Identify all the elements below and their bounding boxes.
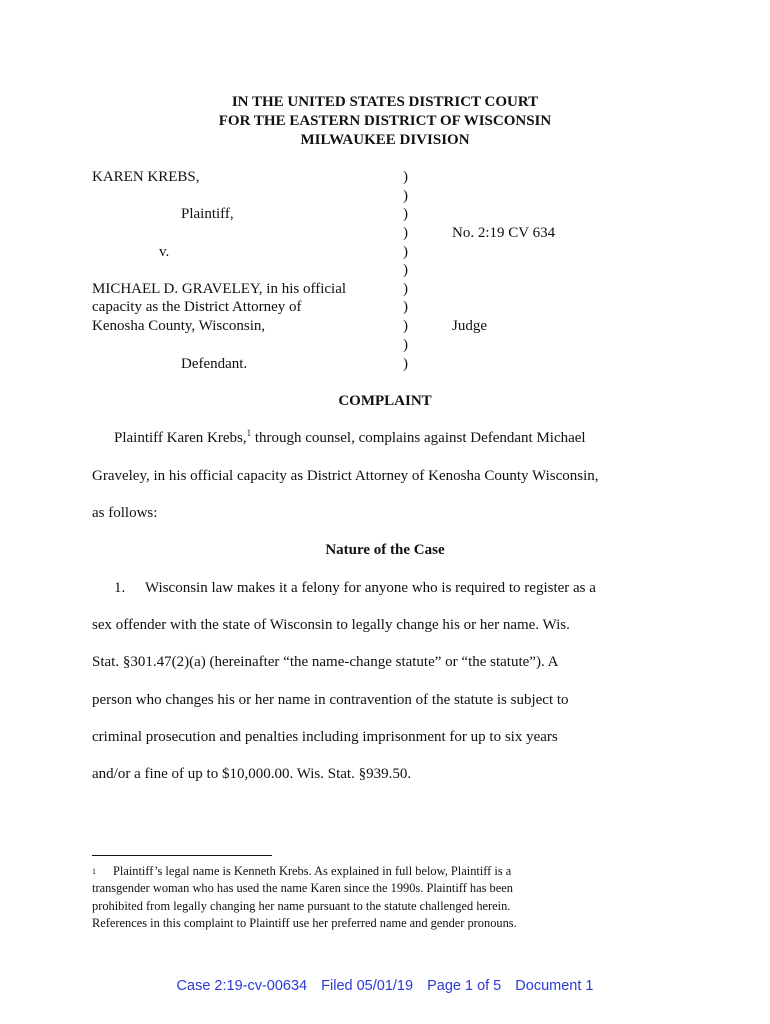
- intro-line-1: [114, 430, 586, 447]
- caption-paren: ): [403, 225, 408, 241]
- footer-filed: Filed 05/01/19: [321, 978, 414, 994]
- intro-line-2: Graveley, in his official capacity as District Attorney of Kenosha County Wisconsin,: [92, 468, 599, 484]
- footer-page: Page 1 of 5: [427, 978, 502, 994]
- paragraph-1-line-6: and/or a fine of up to $10,000.00. Wis. Stat. §939.50.: [92, 766, 412, 782]
- intro-line-3: as follows:: [92, 505, 158, 521]
- paragraph-1-line-2: sex offender with the state of Wisconsin to legally change his or her name. Wis.: [92, 617, 570, 633]
- paragraph-1-line-5: criminal prosecution and penalties including imprisonment for up to six years: [92, 729, 558, 745]
- caption-paren: ): [403, 244, 408, 260]
- caption-paren: ): [403, 337, 408, 353]
- caption-paren: ): [403, 206, 408, 222]
- plaintiff-name: KAREN KREBS,: [92, 169, 200, 185]
- paragraph-1-line-4: person who changes his or her name in contravention of the statute is subject to: [92, 692, 569, 708]
- court-name-line-1: IN THE UNITED STATES DISTRICT COURT: [231, 94, 539, 110]
- intro-line-1-pre: Plaintiff Karen Krebs,: [114, 430, 247, 446]
- caption-paren: ): [403, 356, 408, 372]
- caption-paren: ): [403, 318, 408, 334]
- versus: v.: [159, 244, 170, 260]
- defendant-role: Defendant.: [181, 356, 248, 372]
- court-name-line-2: FOR THE EASTERN DISTRICT OF WISCONSIN: [218, 113, 552, 129]
- paragraph-number: 1.: [114, 580, 126, 596]
- complaint-heading: COMPLAINT: [338, 393, 432, 409]
- caption-paren: ): [403, 169, 408, 185]
- footnote-divider: [92, 855, 272, 856]
- footnote-line-4: References in this complaint to Plaintiff use her preferred name and gender pronouns.: [92, 916, 517, 930]
- footnote-number: 1: [92, 867, 96, 876]
- footer-case: Case 2:19-cv-00634: [176, 978, 308, 994]
- court-division: MILWAUKEE DIVISION: [300, 132, 470, 148]
- caption-paren: ): [403, 281, 408, 297]
- judge-label: Judge: [452, 318, 487, 334]
- defendant-line-1: MICHAEL D. GRAVELEY, in his official: [92, 281, 347, 297]
- section-heading: Nature of the Case: [325, 542, 445, 558]
- paragraph-1-line-1: Wisconsin law makes it a felony for anyone who is required to register as a: [145, 580, 596, 596]
- footnote-ref: 1: [246, 428, 252, 438]
- footnote-line-3: prohibited from legally changing her name pursuant to the statute challenged herein.: [92, 899, 511, 913]
- caption-paren: ): [403, 299, 408, 315]
- caption-paren: ): [403, 188, 408, 204]
- footer-document: Document 1: [515, 978, 594, 994]
- footnote-line-2: transgender woman who has used the name Karen since the 1990s. Plaintiff has been: [92, 881, 513, 895]
- plaintiff-role: Plaintiff,: [181, 206, 234, 222]
- caption-paren: ): [403, 262, 408, 278]
- footnote-line-1: Plaintiff’s legal name is Kenneth Krebs. As explained in full below, Plaintiff is a: [113, 864, 512, 878]
- defendant-line-3: Kenosha County, Wisconsin,: [92, 318, 266, 334]
- paragraph-1-line-3: Stat. §301.47(2)(a) (hereinafter “the name-change statute” or “the statute”). A: [92, 654, 559, 670]
- ecf-footer-stamp: [0, 978, 770, 994]
- defendant-line-2: capacity as the District Attorney of: [92, 299, 302, 315]
- intro-line-1-post: through counsel, complains against Defendant Michael: [251, 430, 586, 446]
- case-number: No. 2:19 CV 634: [452, 225, 556, 241]
